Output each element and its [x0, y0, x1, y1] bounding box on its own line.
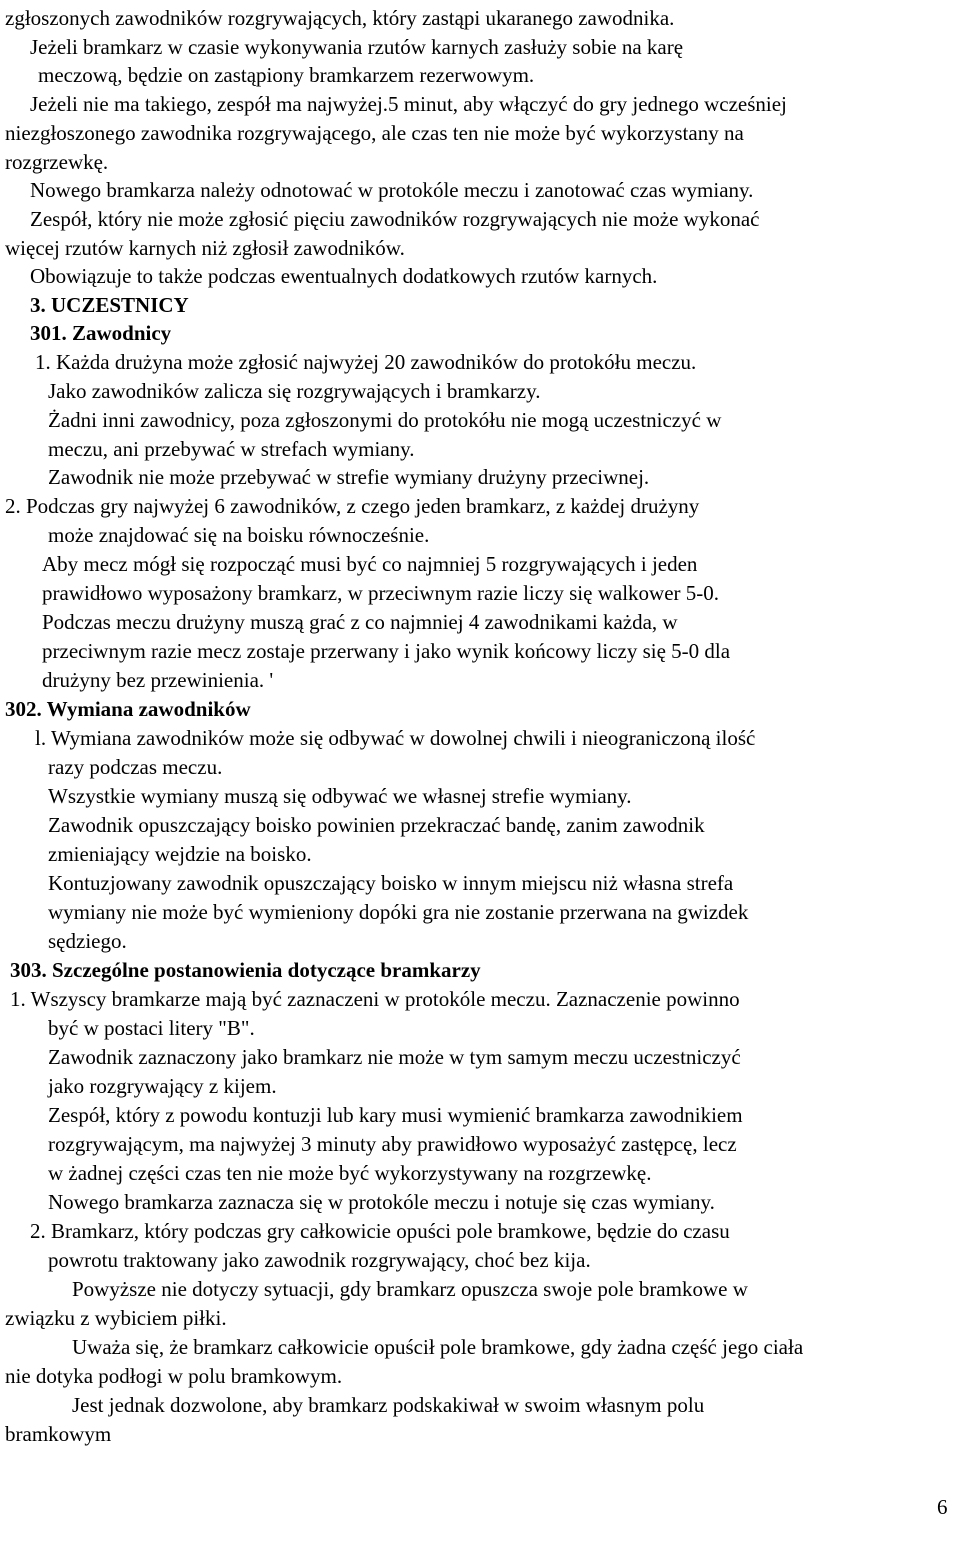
- text-line: niezgłoszonego zawodnika rozgrywającego, ale czas ten nie może być wykorzystany na: [5, 121, 744, 145]
- text-line: Wszystkie wymiany muszą się odbywać we własnej strefie wymiany.: [48, 784, 632, 808]
- text-line: Nowego bramkarza zaznacza się w protokóle meczu i notuje się czas wymiany.: [48, 1190, 715, 1214]
- text-line: Uważa się, że bramkarz całkowicie opuścił pole bramkowe, gdy żadna część jego ciała: [72, 1335, 804, 1359]
- text-line: Kontuzjowany zawodnik opuszczający boisko w innym miejscu niż własna strefa: [48, 871, 734, 895]
- text-line: powrotu traktowany jako zawodnik rozgrywający, choć bez kija.: [48, 1248, 591, 1272]
- page-number: 6: [937, 1495, 948, 1519]
- text-line: 1. Każda drużyna może zgłosić najwyżej 20 zawodników do protokółu meczu.: [35, 350, 697, 374]
- text-line: związku z wybiciem piłki.: [5, 1306, 227, 1330]
- text-line: Zespół, który nie może zgłosić pięciu zawodników rozgrywających nie może wykonać: [30, 207, 760, 231]
- text-line: być w postaci litery "B".: [48, 1016, 255, 1040]
- text-line: Obowiązuje to także podczas ewentualnych dodatkowych rzutów karnych.: [30, 264, 658, 288]
- text-line: razy podczas meczu.: [48, 755, 223, 779]
- text-line: jako rozgrywający z kijem.: [48, 1074, 277, 1098]
- text-line: nie dotyka podłogi w polu bramkowym.: [5, 1364, 343, 1388]
- text-line: może znajdować się na boisku równocześnie.: [48, 523, 430, 547]
- text-line: Jeżeli bramkarz w czasie wykonywania rzutów karnych zasłuży sobie na karę: [30, 35, 684, 59]
- text-line: w żadnej części czas ten nie może być wykorzystywany na rozgrzewkę.: [48, 1161, 652, 1185]
- text-line: Aby mecz mógł się rozpocząć musi być co najmniej 5 rozgrywających i jeden: [42, 552, 698, 576]
- section-heading: 303. Szczególne postanowienia dotyczące bramkarzy: [10, 958, 481, 982]
- text-line: rozgrzewkę.: [5, 150, 109, 174]
- text-line: 2. Podczas gry najwyżej 6 zawodników, z czego jeden bramkarz, z każdej drużyny: [5, 494, 700, 518]
- text-line: Jeżeli nie ma takiego, zespół ma najwyżej.5 minut, aby włączyć do gry jednego wcześniej: [30, 92, 787, 116]
- section-heading: 301. Zawodnicy: [30, 321, 172, 345]
- text-line: prawidłowo wyposażony bramkarz, w przeciwnym razie liczy się walkower 5-0.: [42, 581, 720, 605]
- text-line: rozgrywającym, ma najwyżej 3 minuty aby prawidłowo wyposażyć zastępcę, lecz: [48, 1132, 737, 1156]
- text-line: l. Wymiana zawodników może się odbywać w dowolnej chwili i nieograniczoną ilość: [35, 726, 756, 750]
- text-line: meczu, ani przebywać w strefach wymiany.: [48, 437, 415, 461]
- text-line: sędziego.: [48, 929, 127, 953]
- text-line: bramkowym: [5, 1422, 112, 1446]
- text-line: więcej rzutów karnych niż zgłosił zawodników.: [5, 236, 405, 260]
- text-line: drużyny bez przewinienia. ': [42, 668, 274, 692]
- text-line: zmieniający wejdzie na boisko.: [48, 842, 312, 866]
- text-line: zgłoszonych zawodników rozgrywających, który zastąpi ukaranego zawodnika.: [5, 6, 675, 30]
- text-line: Zawodnik zaznaczony jako bramkarz nie może w tym samym meczu uczestniczyć: [48, 1045, 741, 1069]
- text-line: meczową, będzie on zastąpiony bramkarzem rezerwowym.: [38, 63, 535, 87]
- text-line: 2. Bramkarz, który podczas gry całkowicie opuści pole bramkowe, będzie do czasu: [30, 1219, 730, 1243]
- text-line: Zawodnik nie może przebywać w strefie wymiany drużyny przeciwnej.: [48, 465, 650, 489]
- section-heading: 302. Wymiana zawodników: [5, 697, 251, 721]
- text-line: Jako zawodników zalicza się rozgrywających i bramkarzy.: [48, 379, 541, 403]
- text-line: Podczas meczu drużyny muszą grać z co najmniej 4 zawodnikami każda, w: [42, 610, 678, 634]
- text-line: Zespół, który z powodu kontuzji lub kary musi wymienić bramkarza zawodnikiem: [48, 1103, 743, 1127]
- text-line: Zawodnik opuszczający boisko powinien przekraczać bandę, zanim zawodnik: [48, 813, 705, 837]
- text-line: Nowego bramkarza należy odnotować w protokóle meczu i zanotować czas wymiany.: [30, 178, 754, 202]
- text-line: 1. Wszyscy bramkarze mają być zaznaczeni w protokóle meczu. Zaznaczenie powinno: [10, 987, 740, 1011]
- text-line: Żadni inni zawodnicy, poza zgłoszonymi do protokółu nie mogą uczestniczyć w: [48, 408, 722, 432]
- text-line: wymiany nie może być wymieniony dopóki gra nie zostanie przerwana na gwizdek: [48, 900, 749, 924]
- text-line: Jest jednak dozwolone, aby bramkarz podskakiwał w swoim własnym polu: [72, 1393, 705, 1417]
- text-line: Powyższe nie dotyczy sytuacji, gdy bramkarz opuszcza swoje pole bramkowe w: [72, 1277, 748, 1301]
- text-line: przeciwnym razie mecz zostaje przerwany i jako wynik końcowy liczy się 5-0 dla: [42, 639, 731, 663]
- section-heading: 3. UCZESTNICY: [30, 293, 189, 317]
